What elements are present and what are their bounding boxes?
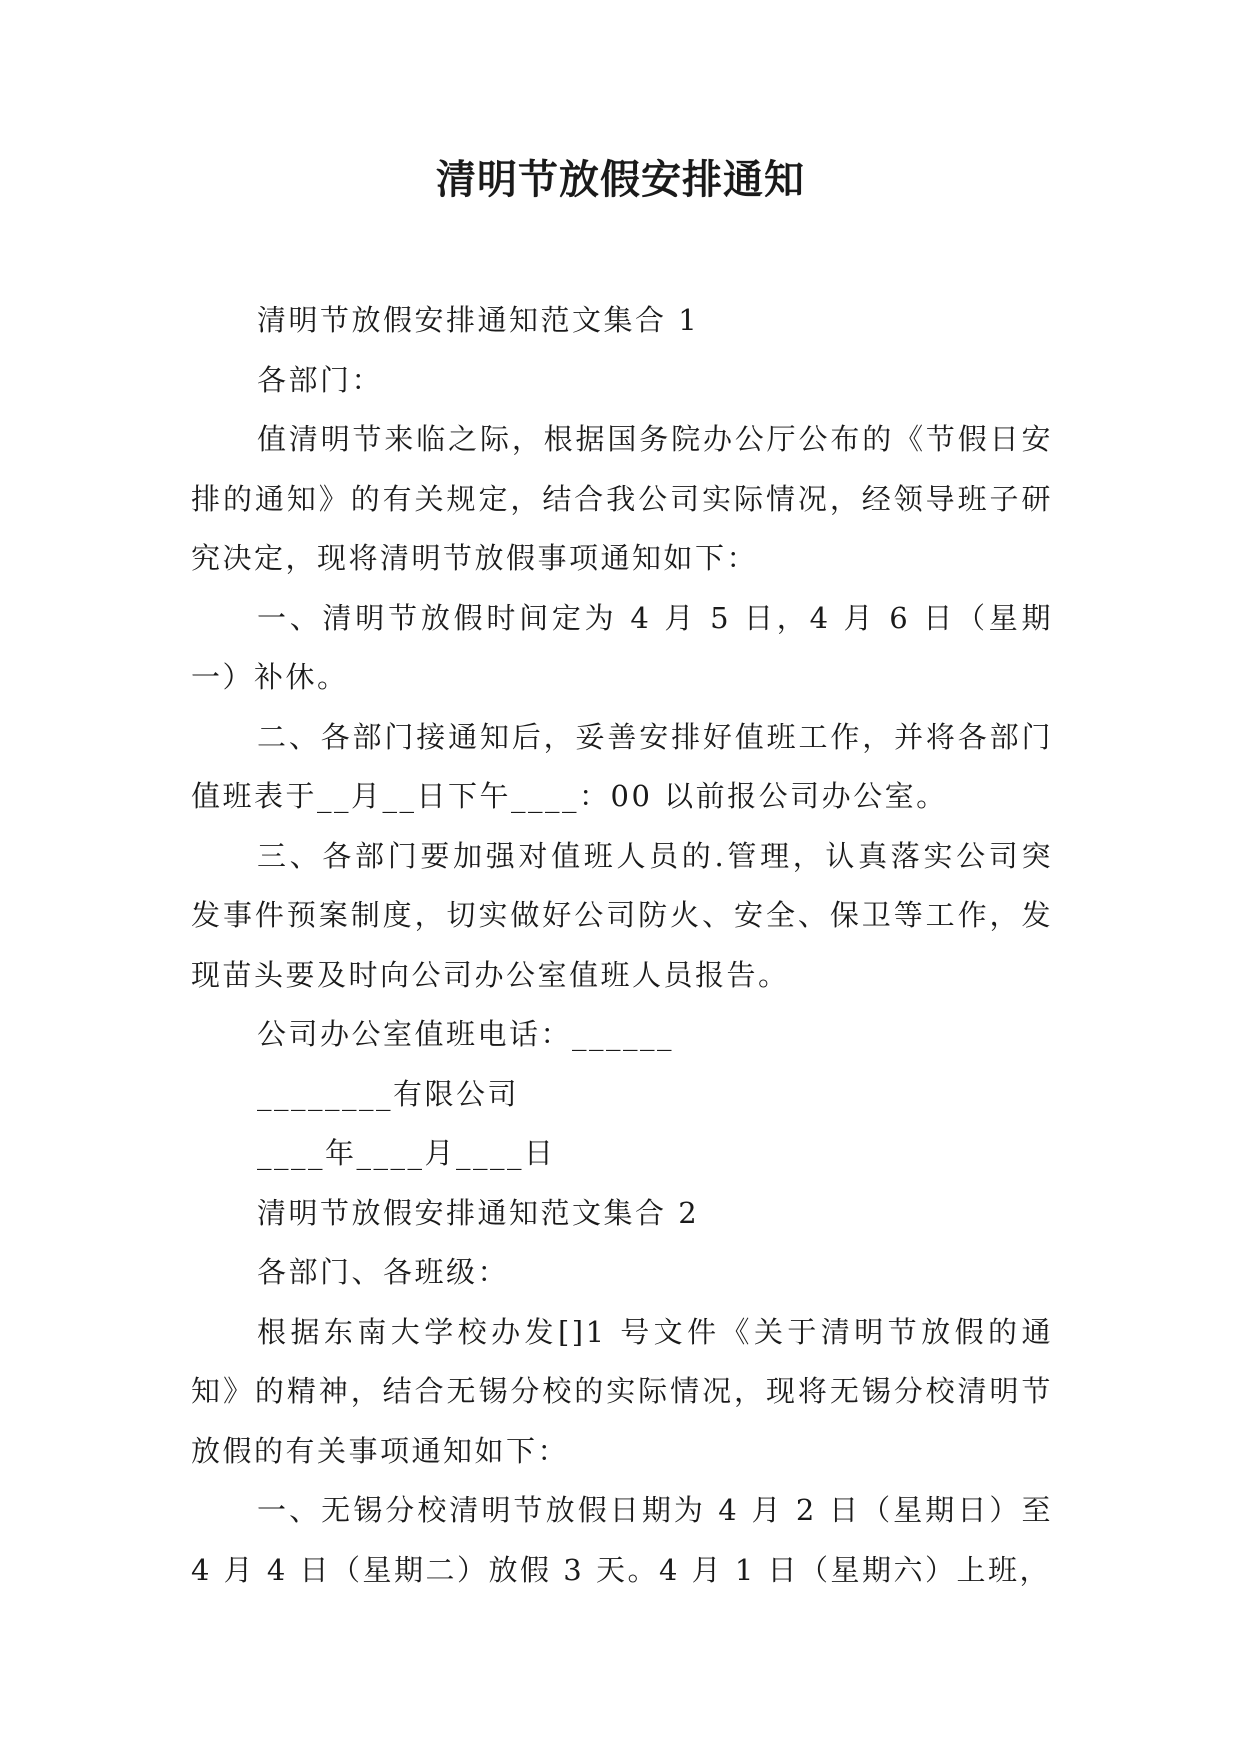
body-paragraph: 根据东南大学校办发[]1 号文件《关于清明节放假的通知》的精神，结合无锡分校的实际情况，现将无锡分校清明节放假的有关事项通知如下： [191,1314,1053,1468]
section-heading-1: 清明节放假安排通知范文集合 1 [257,303,700,337]
salutation: 各部门： [257,362,384,397]
body-paragraph: 三、各部门要加强对值班人员的.管理，认真落实公司突发事件预案制度，切实做好公司防火、安全、保卫等工作，发现苗头要及时向公司办公室值班人员报告。 [191,838,1053,992]
body-paragraph: 一、清明节放假时间定为 4 月 5 日，4 月 6 日（星期一）补休。 [191,600,1053,694]
body-paragraph: 二、各部门接通知后，妥善安排好值班工作，并将各部门值班表于__月__日下午____：00 以前报公司办公室。 [191,719,1053,813]
date-line: ____年____月____日 [257,1136,556,1170]
document-title: 清明节放假安排通知 [436,157,805,203]
company-signature: ________有限公司 [257,1076,520,1111]
salutation: 各部门、各班级： [257,1255,510,1289]
body-paragraph: 一、无锡分校清明节放假日期为 4 月 2 日（星期日）至 4 月 4 日（星期二）放假 3 天。4 月 1 日（星期六）上班， [191,1493,1053,1587]
duty-phone-line: 公司办公室值班电话：______ [257,1017,675,1051]
section-heading-2: 清明节放假安排通知范文集合 2 [257,1195,700,1230]
body-paragraph: 值清明节来临之际，根据国务院办公厅公布的《节假日安排的通知》的有关规定，结合我公司实际情况，经领导班子研究决定，现将清明节放假事项通知如下： [191,422,1053,575]
document-body [191,291,1053,1600]
